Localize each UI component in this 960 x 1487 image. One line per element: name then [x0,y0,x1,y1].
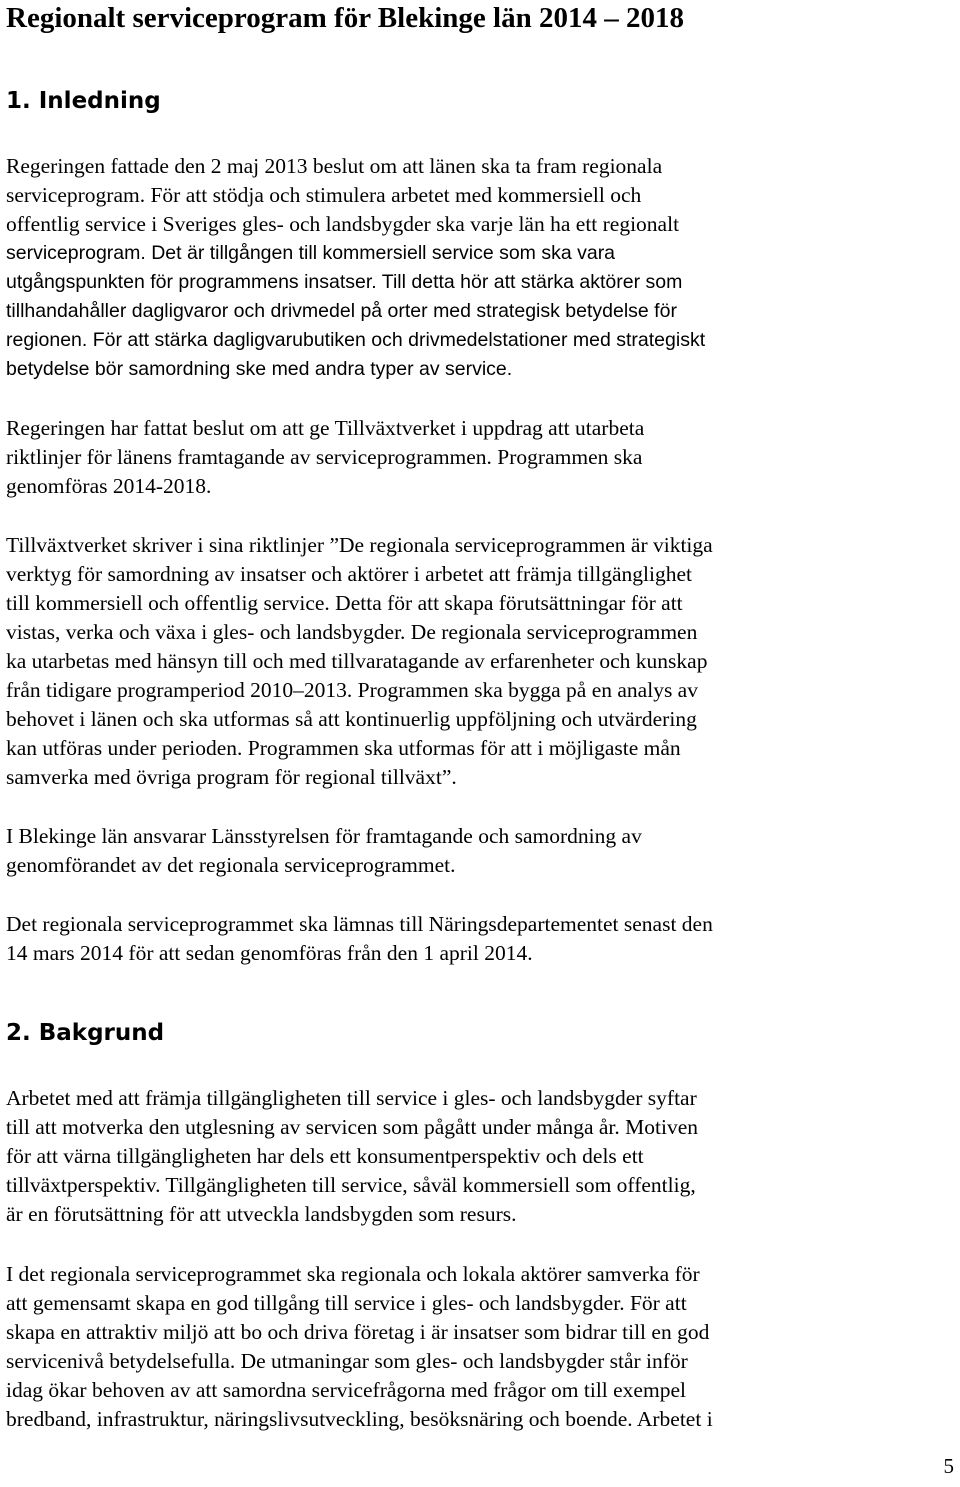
text-line: serviceprogram. Det är tillgången till kommersiell service som ska vara [6,242,616,264]
text-line: riktlinjer för länens framtagande av serviceprogrammen. Programmen ska [6,445,643,469]
text-line: från tidigare programperiod 2010‒2013. Programmen ska bygga på en analys av [6,678,698,702]
text-line: serviceprogram. För att stödja och stimulera arbetet med kommersiell och [6,183,642,207]
text-line: tillväxtperspektiv. Tillgängligheten till service, såväl kommersiell som offentlig, [6,1173,696,1197]
document-title: Regionalt serviceprogram för Blekinge län 2014 – 2018 [6,2,684,34]
text-line: ka utarbetas med hänsyn till och med tillvaratagande av erfarenheter och kunskap [6,649,708,673]
text-line: servicenivå betydelsefulla. De utmaningar som gles- och landsbygder står inför [6,1349,688,1373]
text-line: samverka med övriga program för regional tillväxt”. [6,765,457,789]
paragraph-bakgrund-2 [6,1260,956,1434]
section-heading-bakgrund: 2. Bakgrund [6,1020,165,1046]
text-line: att gemensamt skapa en god tillgång till service i gles- och landsbygder. För att [6,1291,687,1315]
text-line: bredband, infrastruktur, näringslivsutveckling, besöksnäring och boende. Arbetet i [6,1407,713,1431]
paragraph-inledning-1 [6,152,956,384]
page-number: 5 [943,1454,954,1478]
text-line: I det regionala serviceprogrammet ska regionala och lokala aktörer samverka för [6,1262,700,1286]
text-line: Regeringen fattade den 2 maj 2013 beslut om att länen ska ta fram regionala [6,154,663,178]
text-line: till att motverka den utglesning av servicen som pågått under många år. Motiven [6,1115,698,1139]
text-line: skapa en attraktiv miljö att bo och driva företag i är insatser som bidrar till en god [6,1320,710,1344]
text-line: betydelse bör samordning ske med andra typer av service. [6,358,513,380]
paragraph-inledning-5 [6,910,956,968]
text-line: utgångspunkten för programmens insatser. Till detta hör att stärka aktörer som [6,271,683,293]
text-line: Regeringen har fattat beslut om att ge Tillväxtverket i uppdrag att utarbeta [6,416,645,440]
paragraph-inledning-4 [6,822,956,880]
text-line: genomföras 2014-2018. [6,474,212,498]
text-line: offentlig service i Sveriges gles- och landsbygder ska varje län ha ett regionalt [6,212,680,236]
text-line: tillhandahåller dagligvaror och drivmedel på orter med strategisk betydelse för [6,300,677,322]
text-line: idag ökar behoven av att samordna servicefrågorna med frågor om till exempel [6,1378,686,1402]
paragraph-bakgrund-1 [6,1084,956,1229]
text-line: I Blekinge län ansvarar Länsstyrelsen för framtagande och samordning av [6,824,642,848]
paragraph-inledning-3 [6,531,956,792]
section-heading-inledning: 1. Inledning [6,88,161,114]
text-line: Arbetet med att främja tillgängligheten till service i gles- och landsbygder syftar [6,1086,697,1110]
text-line: Tillväxtverket skriver i sina riktlinjer ”De regionala serviceprogrammen är viktiga [6,533,713,557]
text-line: till kommersiell och offentlig service. Detta för att skapa förutsättningar för att [6,591,683,615]
text-line: genomförandet av det regionala serviceprogrammet. [6,853,456,877]
paragraph-inledning-2 [6,414,956,501]
text-line: för att värna tillgängligheten har dels ett konsumentperspektiv och dels ett [6,1144,644,1168]
text-line: verktyg för samordning av insatser och aktörer i arbetet att främja tillgänglighet [6,562,692,586]
text-line: kan utföras under perioden. Programmen ska utformas för att i möjligaste mån [6,736,681,760]
text-line: behovet i länen och ska utformas så att kontinuerlig uppföljning och utvärdering [6,707,697,731]
text-line: 14 mars 2014 för att sedan genomföras från den 1 april 2014. [6,941,533,965]
text-line: Det regionala serviceprogrammet ska lämnas till Näringsdepartementet senast den [6,912,713,936]
text-line: vistas, verka och växa i gles- och landsbygder. De regionala serviceprogrammen [6,620,698,644]
text-line: är en förutsättning för att utveckla landsbygden som resurs. [6,1202,517,1226]
text-line: regionen. För att stärka dagligvarubutiken och drivmedelstationer med strategiskt [6,329,706,351]
